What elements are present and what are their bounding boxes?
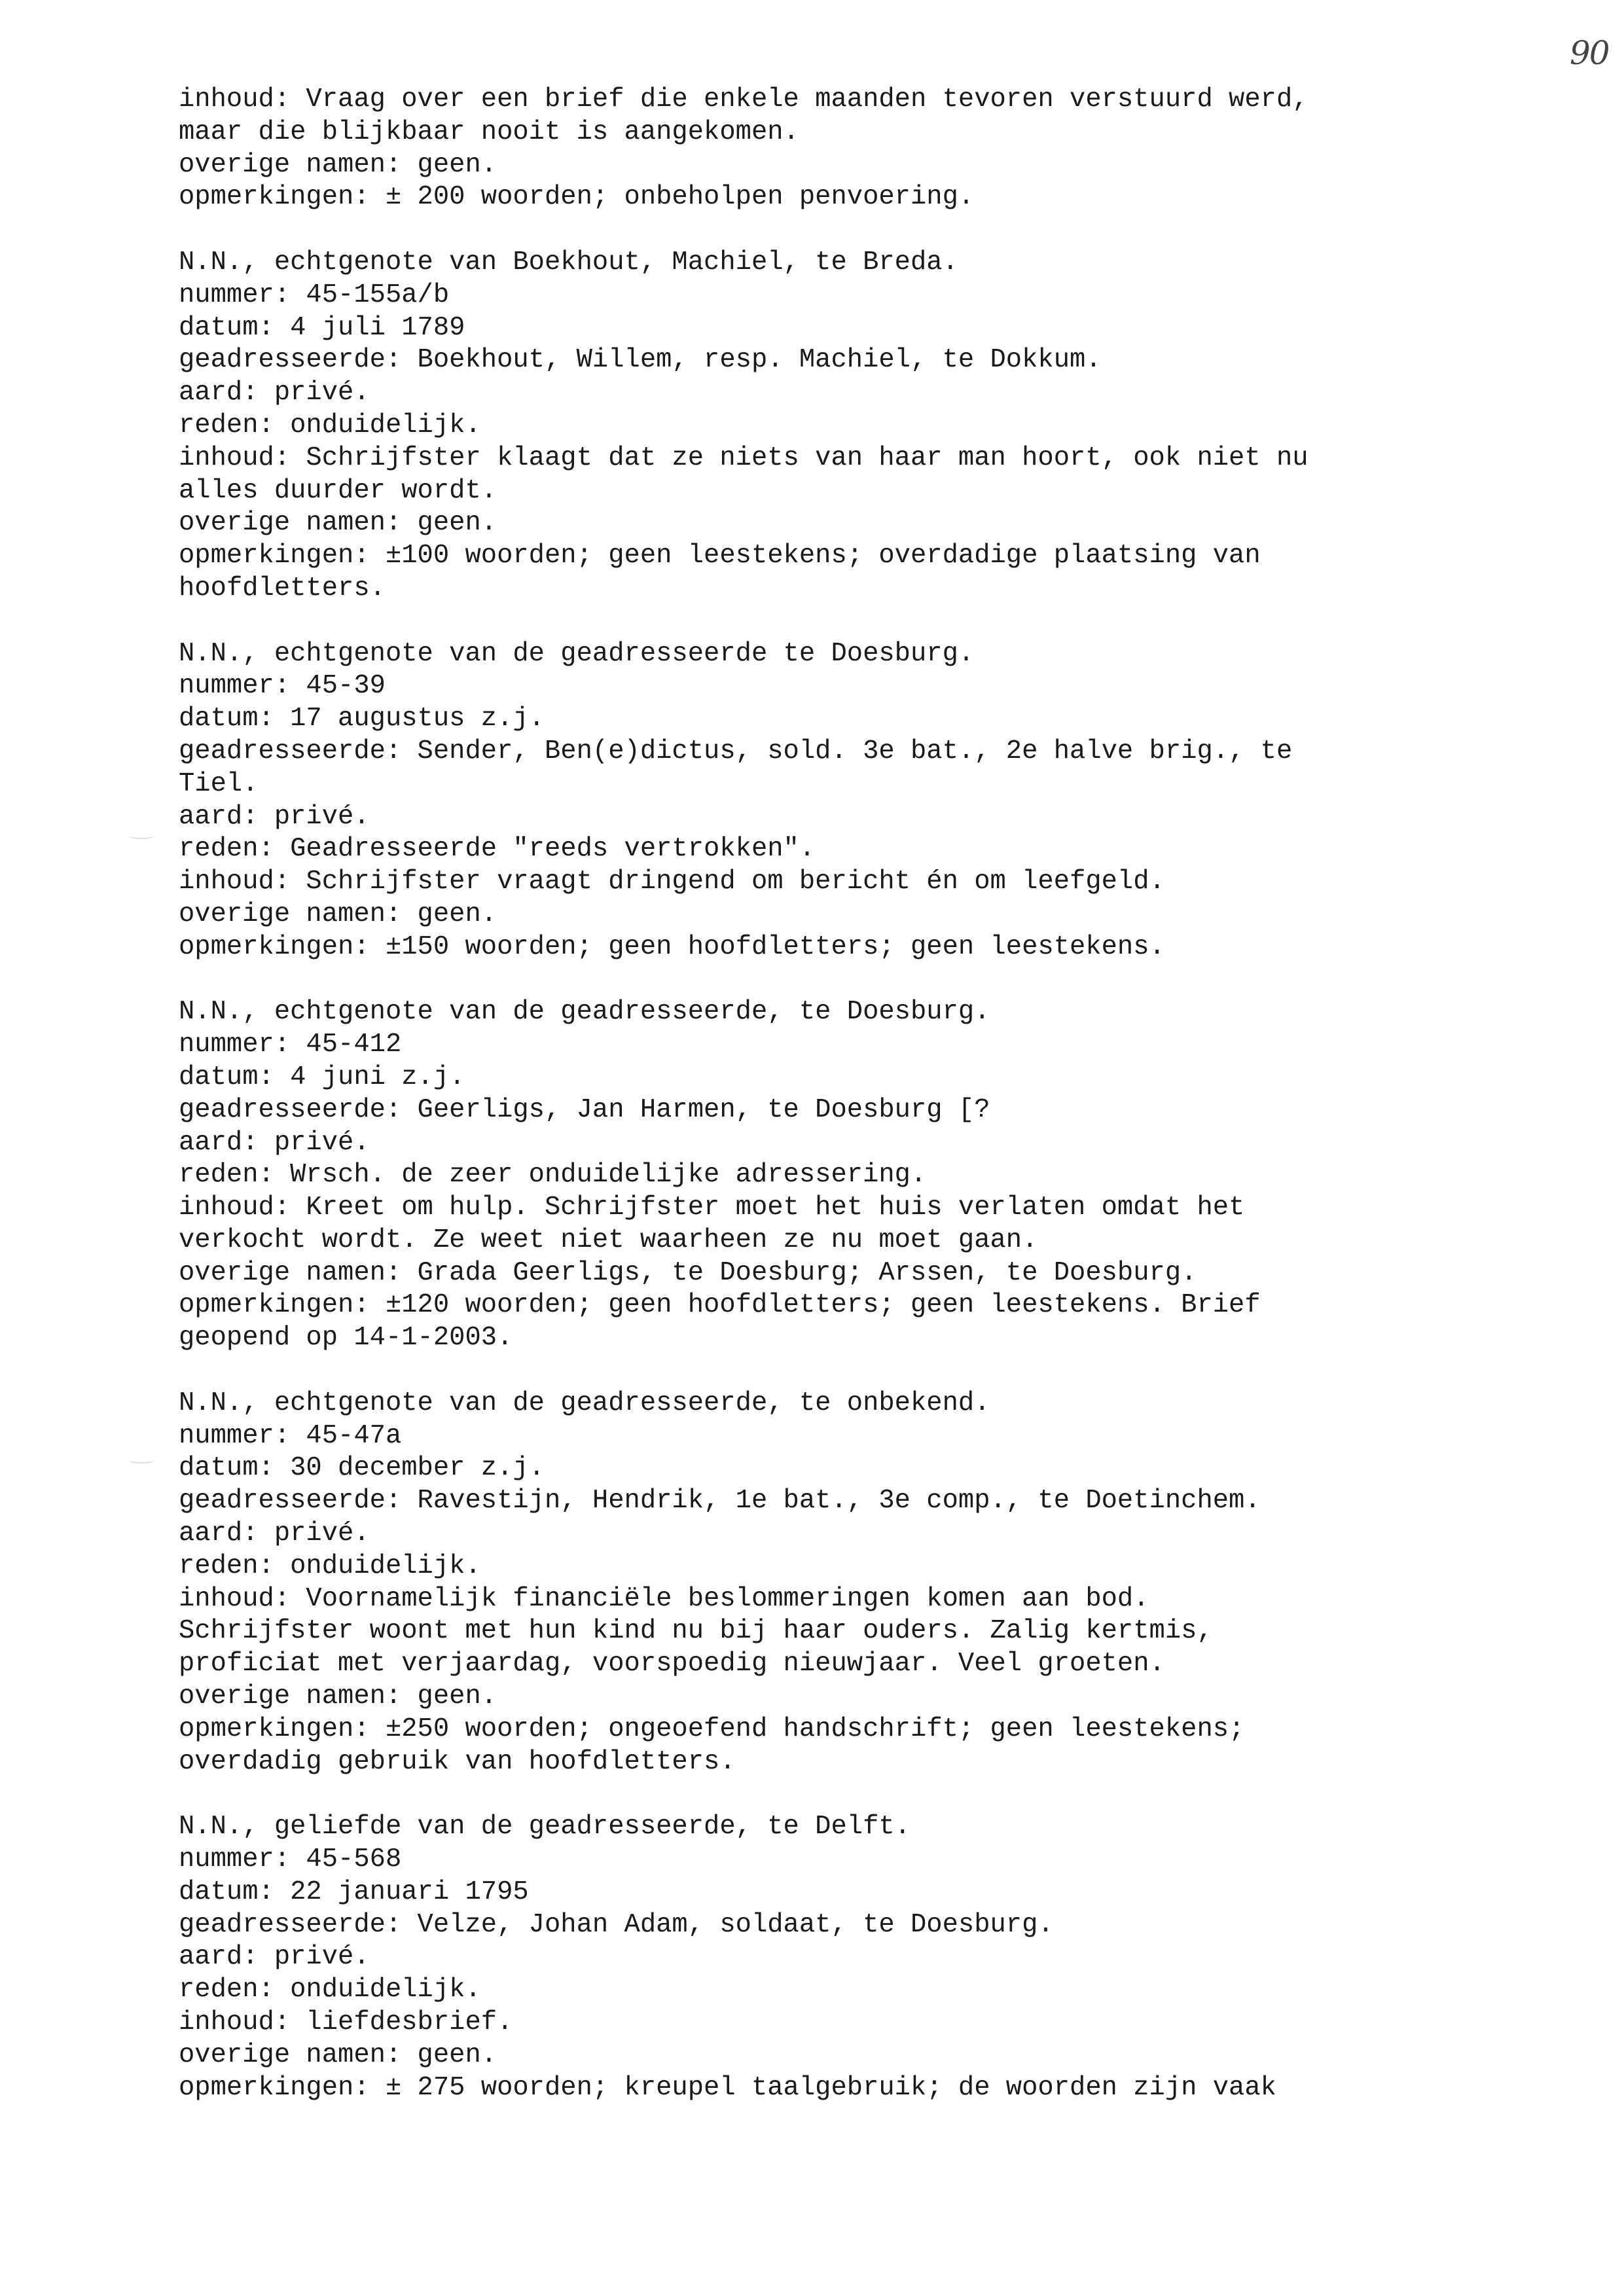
record-line: reden: onduidelijk. [179, 410, 481, 440]
record-line: opmerkingen: ±250 woorden; ongeoefend handschrift; geen leestekens; [179, 1713, 1245, 1744]
record-line: N.N., echtgenote van de geadresseerde, te onbekend. [179, 1388, 990, 1418]
record-line: opmerkingen: ±120 woorden; geen hoofdletters; geen leestekens. Brief [179, 1290, 1261, 1321]
record-line: datum: 4 juli 1789 [179, 312, 465, 343]
record-line: datum: 30 december z.j. [179, 1453, 545, 1484]
record-line: overige namen: Grada Geerligs, te Doesburg; Arssen, te Doesburg. [179, 1257, 1197, 1288]
record-line: inhoud: liefdesbrief. [179, 2007, 513, 2038]
record-line: inhoud: Schrijfster vraagt dringend om bericht én om leefgeld. [179, 867, 1165, 897]
record-entry [179, 1388, 1514, 1779]
record-line: Tiel. [179, 768, 259, 799]
page-number: 90 [1570, 34, 1609, 72]
record-line: opmerkingen: ±100 woorden; geen leestekens; overdadige plaatsing van [179, 541, 1261, 571]
record-line: geadresseerde: Sender, Ben(e)dictus, sold. 3e bat., 2e halve brig., te [179, 736, 1293, 766]
record-line: datum: 17 augustus z.j. [179, 704, 545, 734]
entry-separator [179, 964, 1514, 997]
record-line: inhoud: Schrijfster klaagt dat ze niets van haar man hoort, ook niet nu [179, 442, 1308, 473]
record-line: inhoud: Voornamelijk financiële beslommeringen komen aan bod. [179, 1583, 1149, 1614]
entry-separator [179, 1355, 1514, 1388]
record-line: Schrijfster woont met hun kind nu bij haar ouders. Zalig kertmis, [179, 1616, 1213, 1647]
record-line: reden: Geadresseerde "reeds vertrokken". [179, 834, 816, 865]
document-body [179, 84, 1514, 2104]
entry-separator [179, 214, 1514, 247]
scan-mark [128, 833, 154, 839]
record-line: geadresseerde: Boekhout, Willem, resp. Machiel, te Dokkum. [179, 345, 1102, 376]
record-line: overige namen: geen. [179, 149, 497, 180]
record-line: N.N., echtgenote van Boekhout, Machiel, te Breda. [179, 247, 958, 278]
record-line: N.N., geliefde van de geadresseerde, te Delft. [179, 1812, 911, 1842]
record-line: opmerkingen: ± 200 woorden; onbeholpen penvoering. [179, 182, 975, 213]
record-line: geadresseerde: Velze, Johan Adam, soldaat, te Doesburg. [179, 1909, 1054, 1940]
record-entry [179, 638, 1514, 964]
record-line: overige namen: geen. [179, 2039, 497, 2070]
record-line: geadresseerde: Ravestijn, Hendrik, 1e bat., 3e comp., te Doetinchem. [179, 1486, 1261, 1516]
record-line: reden: onduidelijk. [179, 1975, 481, 2005]
record-line: nummer: 45-568 [179, 1844, 402, 1875]
record-line: overige namen: geen. [179, 1681, 497, 1712]
record-line: datum: 4 juni z.j. [179, 1062, 465, 1092]
record-line: verkocht wordt. Ze weet niet waarheen ze nu moet gaan. [179, 1225, 1038, 1255]
record-line: geopend op 14-1-2003. [179, 1323, 513, 1354]
record-line: inhoud: Kreet om hulp. Schrijfster moet het huis verlaten omdat het [179, 1193, 1245, 1223]
record-line: geadresseerde: Geerligs, Jan Harmen, te Doesburg [? [179, 1094, 990, 1125]
record-line: overdadig gebruik van hoofdletters. [179, 1746, 736, 1777]
record-line: N.N., echtgenote van de geadresseerde te Doesburg. [179, 638, 975, 669]
record-line: aard: privé. [179, 378, 370, 408]
record-line: datum: 22 januari 1795 [179, 1876, 529, 1907]
record-entry [179, 1811, 1514, 2104]
record-line: aard: privé. [179, 1518, 370, 1549]
entry-separator [179, 1778, 1514, 1811]
record-line: reden: onduidelijk. [179, 1551, 481, 1581]
record-line: nummer: 45-47a [179, 1420, 402, 1451]
record-entry [179, 996, 1514, 1355]
entry-separator [179, 605, 1514, 638]
record-line: nummer: 45-39 [179, 671, 386, 702]
record-entry [179, 84, 1514, 214]
scan-mark [128, 1457, 154, 1463]
record-line: aard: privé. [179, 1127, 370, 1158]
record-line: reden: Wrsch. de zeer onduidelijke adressering. [179, 1160, 927, 1191]
record-line: opmerkingen: ± 275 woorden; kreupel taalgebruik; de woorden zijn vaak [179, 2072, 1276, 2103]
record-line: inhoud: Vraag over een brief die enkele maanden tevoren verstuurd werd, [179, 84, 1308, 115]
record-line: opmerkingen: ±150 woorden; geen hoofdletters; geen leestekens. [179, 931, 1165, 962]
record-line: aard: privé. [179, 1942, 370, 1973]
record-line: nummer: 45-155a/b [179, 279, 450, 310]
record-line: proficiat met verjaardag, voorspoedig nieuwjaar. Veel groeten. [179, 1649, 1165, 1679]
record-line: maar die blijkbaar nooit is aangekomen. [179, 117, 799, 147]
record-entry [179, 247, 1514, 605]
record-line: N.N., echtgenote van de geadresseerde, te Doesburg. [179, 997, 990, 1028]
record-line: overige namen: geen. [179, 899, 497, 929]
record-line: hoofdletters. [179, 573, 386, 603]
record-line: nummer: 45-412 [179, 1030, 402, 1060]
record-line: aard: privé. [179, 801, 370, 832]
record-line: alles duurder wordt. [179, 475, 497, 506]
record-line: overige namen: geen. [179, 508, 497, 539]
